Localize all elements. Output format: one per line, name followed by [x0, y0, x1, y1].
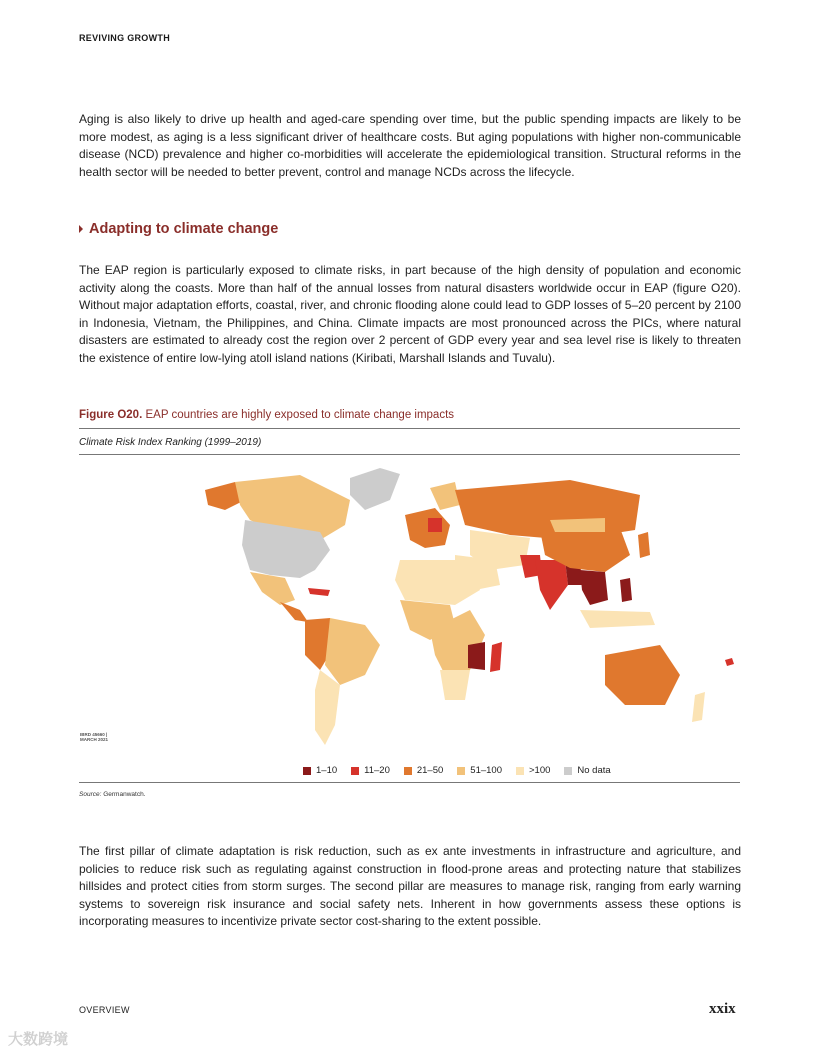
figure-top-rule	[79, 428, 740, 429]
ibrd-line1: IBRD 45660 |	[80, 732, 108, 737]
map-indonesia	[580, 610, 655, 628]
map-brazil	[325, 618, 380, 685]
legend-label: 51–100	[470, 765, 502, 776]
watermark: 大数跨境	[8, 1031, 69, 1048]
map-germany	[428, 518, 442, 532]
world-map	[150, 460, 750, 760]
triangle-bullet-icon	[79, 225, 83, 233]
map-australia	[605, 645, 680, 705]
map-new-zealand	[692, 692, 705, 722]
legend-swatch	[457, 767, 465, 775]
legend-label: No data	[577, 765, 611, 776]
map-north-africa	[395, 560, 480, 605]
legend-swatch	[404, 767, 412, 775]
map-mongolia	[550, 518, 605, 532]
legend-label: 1–10	[316, 765, 338, 776]
legend-item-1-10	[303, 765, 337, 776]
legend-item-51-100	[457, 765, 502, 776]
legend-label: 11–20	[364, 765, 390, 776]
map-madagascar	[490, 642, 502, 672]
legend-label: >100	[528, 765, 551, 776]
figure-source	[79, 791, 146, 798]
section-heading	[79, 221, 278, 237]
source-text: Germanwatch.	[103, 791, 146, 798]
figure-subtitle-rule	[79, 454, 740, 455]
map-scandinavia	[430, 482, 460, 510]
legend-swatch	[564, 767, 572, 775]
figure-title-text: EAP countries are highly exposed to climate change impacts	[145, 409, 455, 421]
map-greenland	[350, 468, 400, 510]
source-label: Source:	[79, 791, 102, 798]
legend-item-over-100	[516, 765, 550, 776]
legend-swatch	[351, 767, 359, 775]
map-southern-cone	[315, 670, 340, 745]
map-japan	[638, 532, 650, 558]
map-philippines	[620, 578, 632, 602]
running-head: REVIVING GROWTH	[79, 33, 171, 43]
ibrd-line2: MARCH 2021	[80, 737, 109, 742]
ibrd-stamp	[80, 732, 108, 742]
map-legend	[303, 765, 611, 776]
legend-item-21-50	[404, 765, 443, 776]
map-india	[535, 560, 568, 610]
figure-label: Figure O20.	[79, 409, 143, 421]
map-western-europe	[405, 508, 450, 548]
legend-swatch	[303, 767, 311, 775]
legend-swatch	[516, 767, 524, 775]
paragraph-climate-exposure: The EAP region is particularly exposed to climate risks, in part because of the high density of population and economic activity along the coasts. More than half of the annual losses from natural disasters worldwide occur in EAP (figure O20). Without major adaptation efforts, coastal, river, and chronic flooding alone could lead to GDP losses of 5–20 percent by 2100 in Indonesia, Vietnam, the Philippines, and China. Climate impacts are most pronounced across the PICs, where natural disasters are estimated to already cost the region over 2 percent of GDP every year and sea level rise is likely to threaten the existence of entire low-lying atoll island nations (Kiribati, Marshall Islands and Tuvalu).	[79, 263, 741, 365]
map-caribbean	[308, 588, 330, 596]
map-mozambique	[468, 642, 485, 670]
map-pacific-islands	[725, 658, 734, 666]
map-central-america	[280, 602, 308, 622]
page-number: xxix	[709, 1001, 736, 1017]
map-vietnam-thailand	[580, 570, 608, 605]
legend-item-no-data	[564, 765, 610, 776]
map-southern-africa	[440, 670, 470, 700]
world-map-svg	[150, 460, 750, 760]
figure-bottom-rule	[79, 782, 740, 783]
figure-title	[79, 409, 454, 421]
paragraph-aging: Aging is also likely to drive up health and aged-care spending over time, but the public spending impacts are likely to be more modest, as aging is a less significant driver of healthcare costs. But aging populations with higher non-communicable disease (NCD) prevalence and higher co-morbidities will accelerate the epidemiological transition. Structural reforms in the health sector will be needed to better prevent, control and manage NCDs across the lifecycle.	[79, 112, 741, 179]
map-mexico	[250, 572, 295, 605]
paragraph-adaptation-pillars: The first pillar of climate adaptation is risk reduction, such as ex ante investments in infrastructure and agriculture, and policies to reduce risk such as regulating against construction in flood-prone areas and protecting nature that stabilizes hillsides and protect cities from storm surges. The second pillar are measures to manage risk, ranging from early warning systems to sovereign risk insurance and social safety nets. Inherent in how governments assess these options is incorporating measures to incentivize private sector cost-sharing to the extent possible.	[79, 844, 741, 928]
figure-subtitle: Climate Risk Index Ranking (1999–2019)	[79, 437, 262, 448]
legend-item-11-20	[351, 765, 390, 776]
section-heading-text: Adapting to climate change	[89, 221, 279, 237]
footer-section-label: OVERVIEW	[79, 1005, 130, 1015]
legend-label: 21–50	[416, 765, 444, 776]
